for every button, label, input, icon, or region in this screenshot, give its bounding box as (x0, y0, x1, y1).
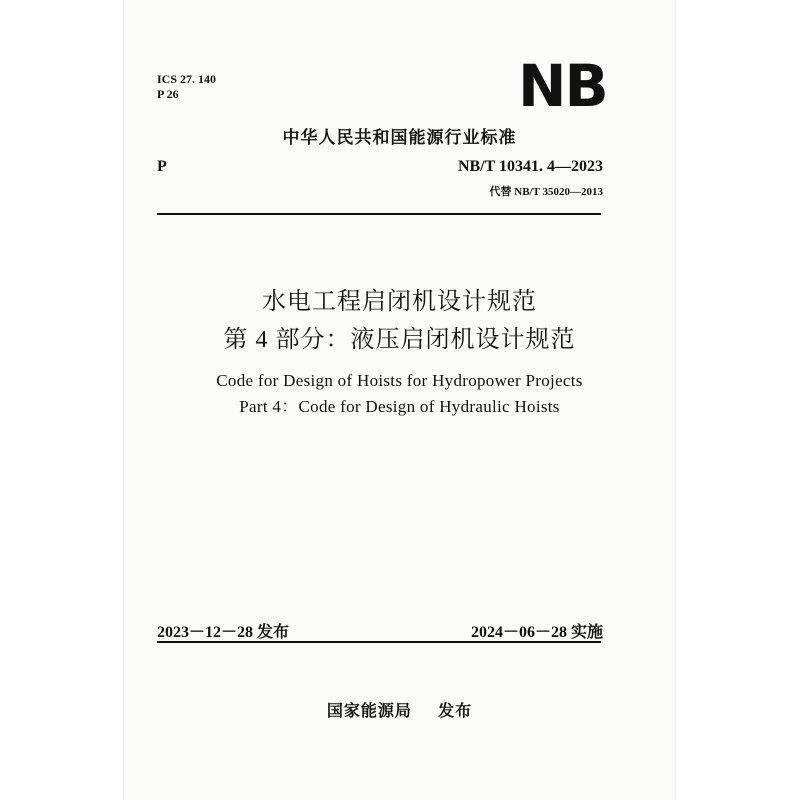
replaces-note: 代替 NB/T 35020—2013 (489, 186, 603, 198)
ics-code: ICS 27. 140 (157, 72, 217, 86)
bottom-divider (157, 641, 601, 643)
title-en-line1: Code for Design of Hoists for Hydropower Projects (216, 371, 583, 390)
title-cn-line2: 第 4 部分：液压启闭机设计规范 (223, 327, 576, 353)
title-en-line2: Part 4：Code for Design of Hydraulic Hoists (239, 397, 560, 416)
category-letter: P (157, 158, 167, 175)
standard-type-heading: 中华人民共和国能源行业标准 (282, 128, 517, 148)
implementation-date: 2024－06－28 实施 (470, 624, 603, 641)
publisher-line: 国家能源局 发布 (326, 701, 473, 720)
issue-date: 2023－12－28 发布 (157, 624, 290, 641)
nb-logo: NB (518, 52, 607, 120)
standard-cover-page (124, 0, 675, 800)
standard-number: NB/T 10341. 4—2023 (457, 158, 603, 175)
title-cn-line1: 水电工程启闭机设计规范 (262, 289, 537, 315)
top-divider (157, 213, 601, 215)
classification-code: P 26 (157, 87, 179, 101)
